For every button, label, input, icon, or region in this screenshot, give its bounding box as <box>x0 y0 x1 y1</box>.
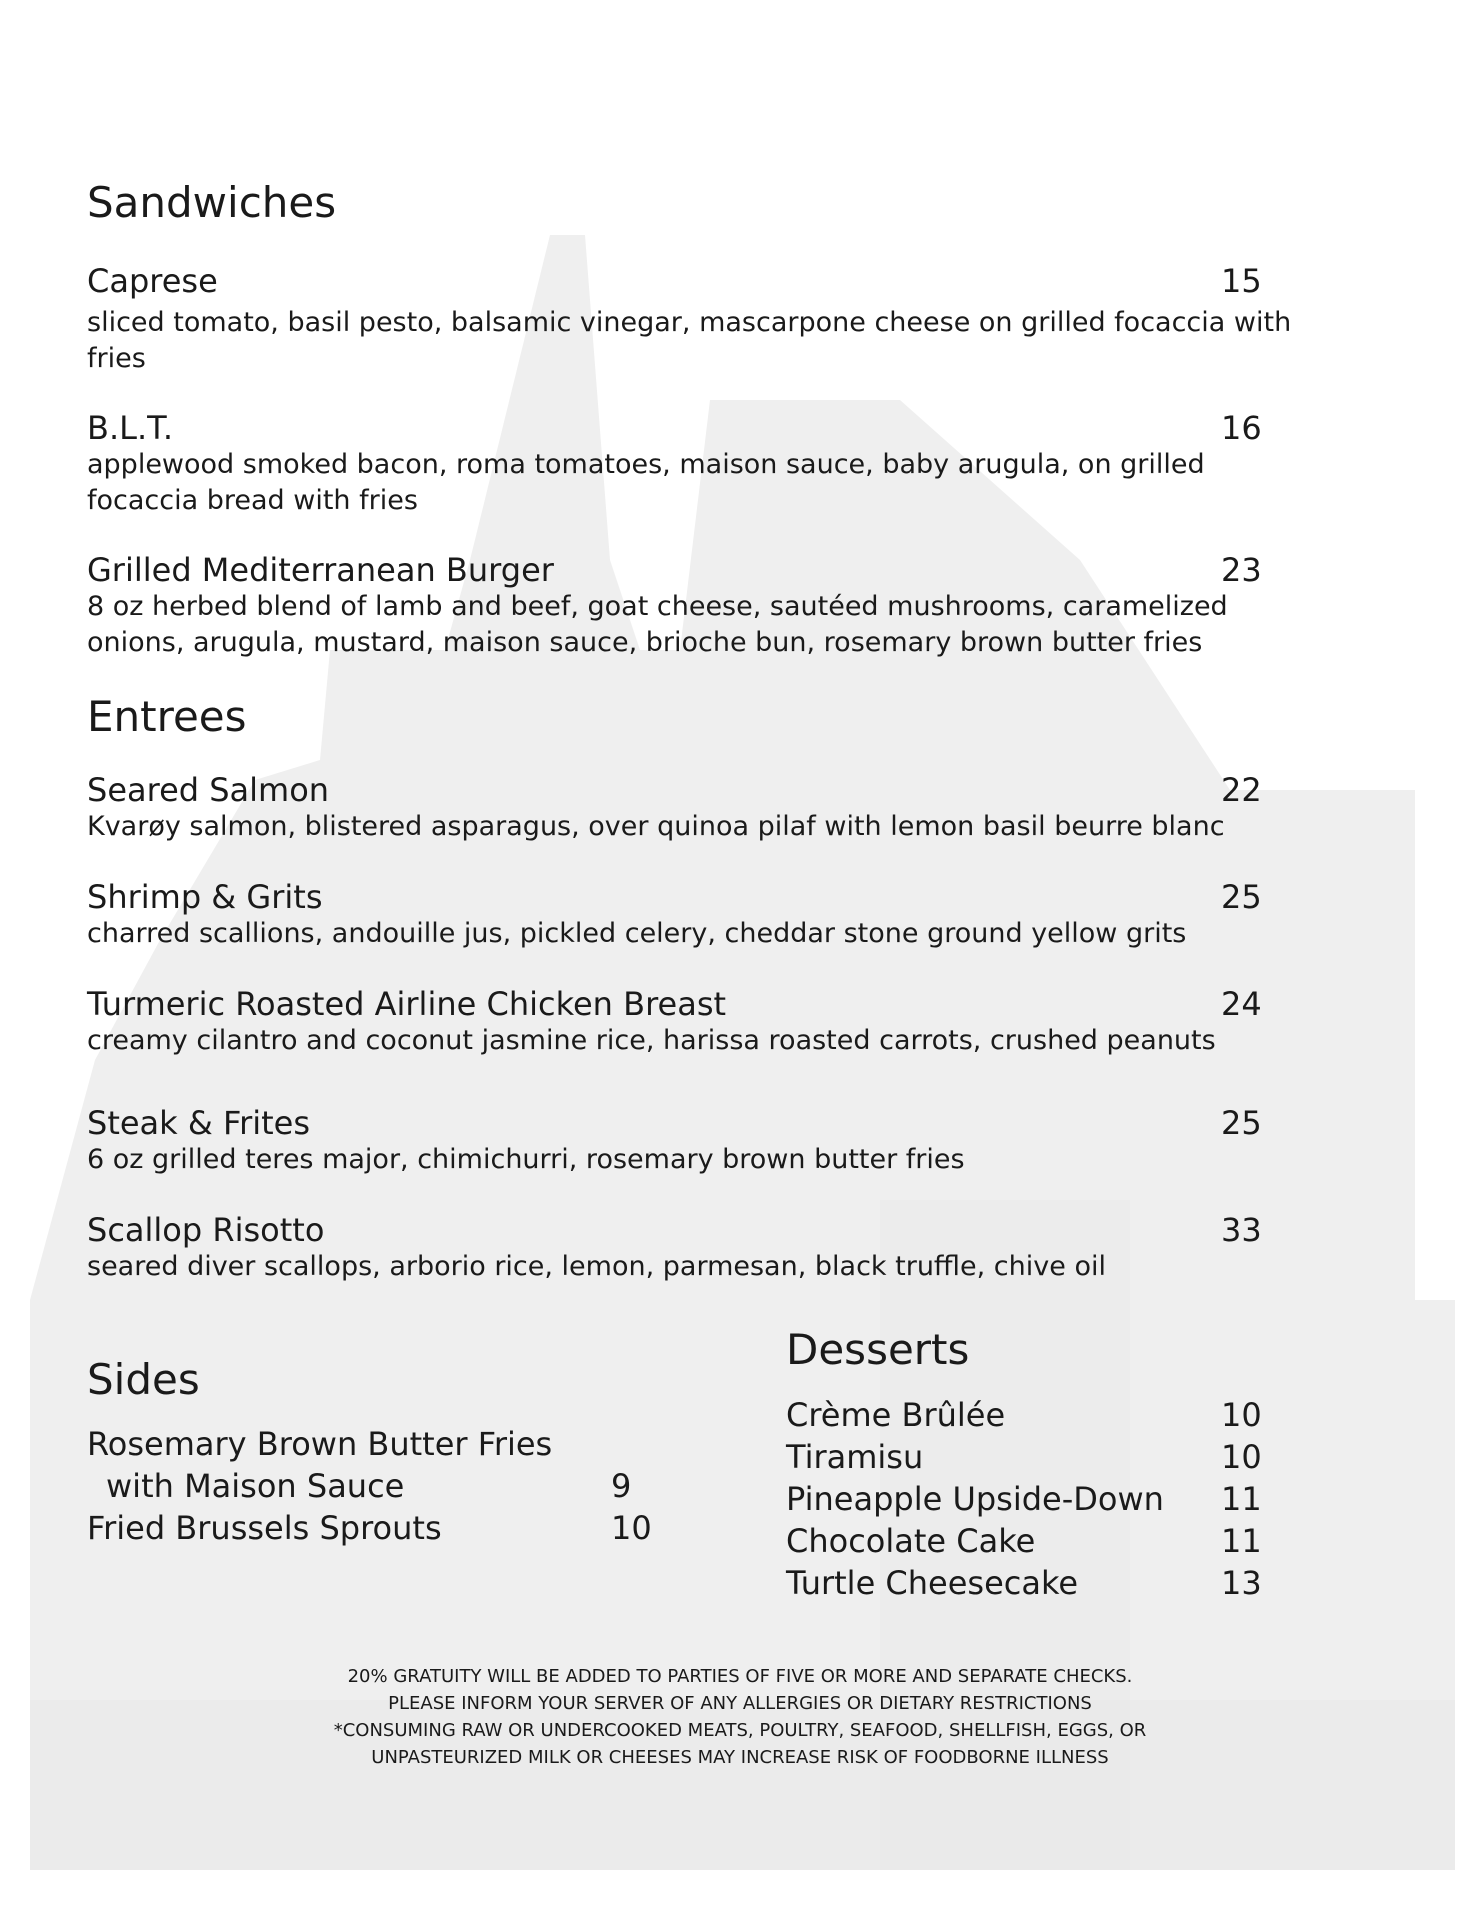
side-item-price: 10 <box>611 1509 652 1547</box>
footer-line: UNPASTEURIZED MILK OR CHEESES MAY INCREASE RISK OF FOODBORNE ILLNESS <box>371 1747 1109 1768</box>
sides-heading: Sides <box>87 1355 200 1404</box>
menu-item-description: Kvarøy salmon, blistered asparagus, over quinoa pilaf with lemon basil beurre blanc <box>87 811 1225 842</box>
menu-item-name: B.L.T. <box>87 409 174 447</box>
menu-item-description: charred scallions, andouille jus, pickled celery, cheddar stone ground yellow grits <box>87 918 1187 949</box>
menu-item-price: 25 <box>1221 878 1262 916</box>
side-item-name: Fried Brussels Sprouts <box>87 1509 442 1547</box>
dessert-item-price: 13 <box>1221 1564 1262 1602</box>
menu-item-name: Caprese <box>87 262 218 300</box>
menu-item-description: sliced tomato, basil pesto, balsamic vinegar, mascarpone cheese on grilled focaccia with fries <box>87 307 1292 374</box>
menu-item-description: 6 oz grilled teres major, chimichurri, rosemary brown butter fries <box>87 1144 965 1175</box>
dessert-item-name: Crème Brûlée <box>786 1396 1006 1434</box>
menu-item-name: Steak & Frites <box>87 1104 311 1142</box>
menu-item-name: Turmeric Roasted Airline Chicken Breast <box>87 985 727 1023</box>
dessert-item-price: 10 <box>1221 1438 1262 1476</box>
dessert-item-price: 10 <box>1221 1396 1262 1434</box>
menu-item-description: 8 oz herbed blend of lamb and beef, goat cheese, sautéed mushrooms, caramelized onions, arugula, mustard, maison sauce, brioche bun, rosemary brown butter fries <box>87 591 1228 658</box>
dessert-item-name: Turtle Cheesecake <box>786 1564 1079 1602</box>
menu-item-price: 23 <box>1221 551 1262 589</box>
menu-item-name: Scallop Risotto <box>87 1211 325 1249</box>
footer-line: PLEASE INFORM YOUR SERVER OF ANY ALLERGIES OR DIETARY RESTRICTIONS <box>388 1693 1092 1714</box>
desserts-heading: Desserts <box>786 1325 970 1374</box>
menu-item-name: Shrimp & Grits <box>87 878 323 916</box>
side-item-name: Rosemary Brown Butter Fries <box>87 1425 553 1463</box>
dessert-item-name: Tiramisu <box>786 1438 924 1476</box>
sandwiches-heading: Sandwiches <box>87 178 337 227</box>
menu-item-price: 16 <box>1221 409 1262 447</box>
menu-item-name: Grilled Mediterranean Burger <box>87 551 554 589</box>
menu-item-price: 25 <box>1221 1104 1262 1142</box>
footer-notice <box>230 1663 1250 1771</box>
side-item-price: 9 <box>611 1467 632 1505</box>
menu-item-price: 24 <box>1221 985 1262 1023</box>
dessert-item-name: Pineapple Upside-Down <box>786 1480 1164 1518</box>
entrees-heading: Entrees <box>87 692 247 741</box>
menu-item-price: 22 <box>1221 771 1262 809</box>
menu-item-name: Seared Salmon <box>87 771 330 809</box>
dessert-item-price: 11 <box>1221 1480 1262 1518</box>
menu-item-description: applewood smoked bacon, roma tomatoes, maison sauce, baby arugula, on grilled focaccia bread with fries <box>87 449 1205 516</box>
menu-item-description: seared diver scallops, arborio rice, lemon, parmesan, black truffle, chive oil <box>87 1251 1106 1282</box>
dessert-item-name: Chocolate Cake <box>786 1522 1036 1560</box>
menu-item-description: creamy cilantro and coconut jasmine rice, harissa roasted carrots, crushed peanuts <box>87 1025 1216 1056</box>
footer-line: 20% GRATUITY WILL BE ADDED TO PARTIES OF FIVE OR MORE AND SEPARATE CHECKS. <box>347 1666 1133 1687</box>
dessert-item-price: 11 <box>1221 1522 1262 1560</box>
menu-item-price: 15 <box>1221 262 1262 300</box>
menu-item-price: 33 <box>1221 1211 1262 1249</box>
footer-line: *CONSUMING RAW OR UNDERCOOKED MEATS, POULTRY, SEAFOOD, SHELLFISH, EGGS, OR <box>333 1720 1147 1741</box>
side-item-name-cont: with Maison Sauce <box>106 1467 405 1505</box>
